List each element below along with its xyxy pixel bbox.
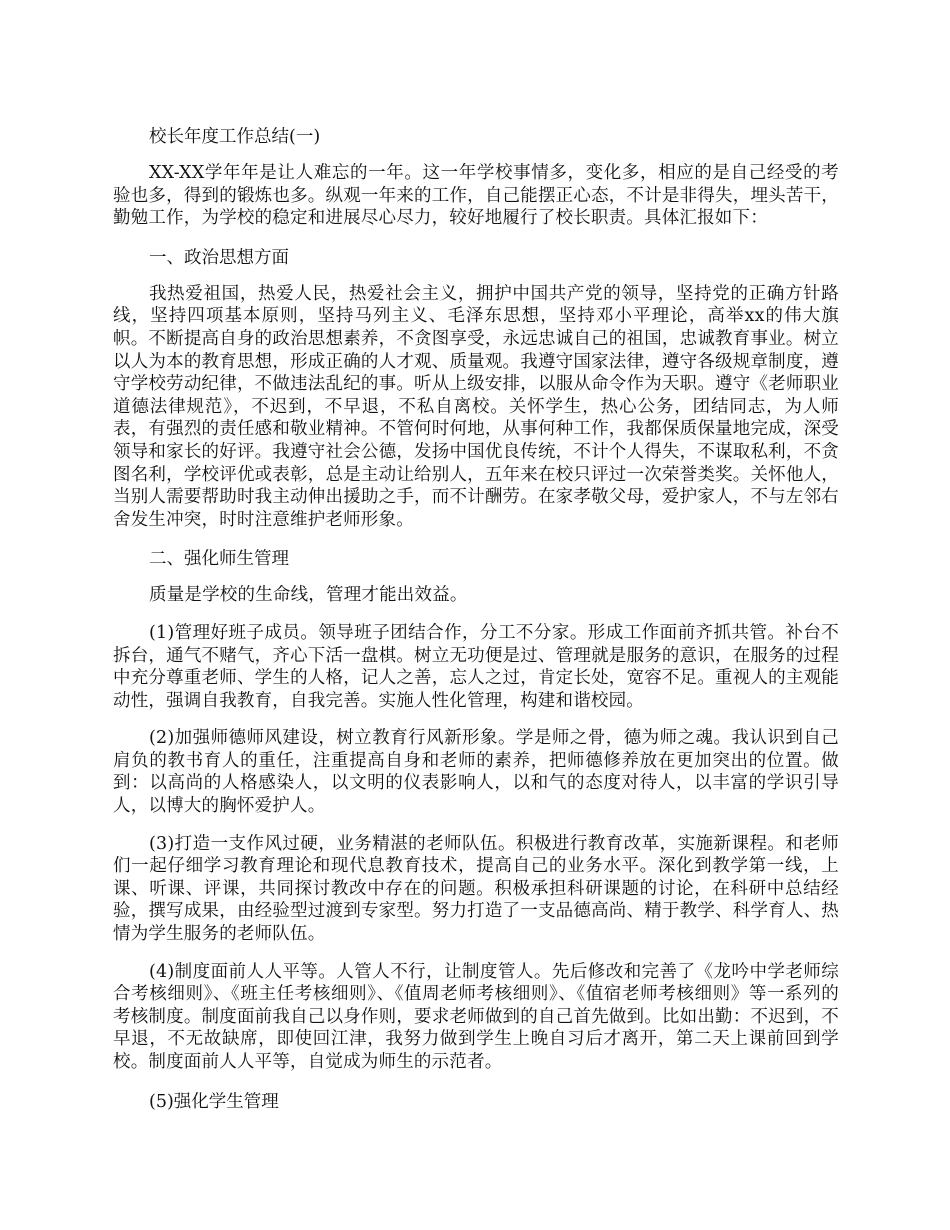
section-heading-politics: 一、政治思想方面 (149, 247, 289, 268)
item-4-paragraph: (4)制度面前人人平等。人管人不行，让制度管人。先后修改和完善了《龙吟中学老师综合考核细则》、《班主任考核细则》、《值周老师考核细则》、《值宿老师考核细则》等一系列的考核制度。制度面前我自己以身作则，要求老师做到的自己首先做到。比如出勤：不迟到，不早退，不无故缺席，即使回江津，我努力做到学生上晚自习后才离开，第二天上课前回到学校。制度面前人人平等，自觉成为师生的示范者。 (113, 961, 839, 1072)
document-page (113, 124, 839, 1127)
politics-paragraph: 我热爱祖国，热爱人民，热爱社会主义，拥护中国共产党的领导，坚持党的正确方针路线，坚持四项基本原则，坚持马列主义、毛泽东思想，坚持邓小平理论，高举xx的伟大旗帜。不断提高自身的政治思想素养，不贪图享受，永远忠诚自己的祖国，忠诚教育事业。树立以人为本的教育思想，形成正确的人才观、质量观。我遵守国家法律，遵守各级规章制度，遵守学校劳动纪律，不做违法乱纪的事。听从上级安排，以服从命令作为天职。遵守《老师职业道德法律规范》，不迟到，不早退，不私自离校。关怀学生，热心公务，团结同志，为人师表，有强烈的责任感和敬业精神。不管何时何地，从事何种工作，我都保质保量地完成，深受领导和家长的好评。我遵守社会公德，发扬中国优良传统，不计个人得失，不谋取私利，不贪图名利，学校评优或表彰，总是主动让给别人，五年来在校只评过一次荣誉类奖。关怀他人，当别人需要帮助时我主动伸出援助之手，而不计酬劳。在家孝敬父母，爱护家人，不与左邻右舍发生冲突，时时注意维护老师形象。 (113, 283, 839, 530)
section-heading-management: 二、强化师生管理 (149, 549, 289, 570)
item-1-paragraph: (1)管理好班子成员。领导班子团结合作，分工不分家。形成工作面前齐抓共管。补台不拆台，通气不赌气，齐心下活一盘棋。树立无功便是过、管理就是服务的意识，在服务的过程中充分尊重老师、学生的人格，记人之善，忘人之过，肯定长处，宽容不足。重视人的主观能动性，强调自我教育，自我完善。实施人性化管理，构建和谐校园。 (113, 622, 839, 711)
document-title: 校长年度工作总结(一) (149, 127, 321, 147)
item-5-heading: (5)强化学生管理 (149, 1091, 279, 1112)
item-3-paragraph: (3)打造一支作风过硬，业务精湛的老师队伍。积极进行教育改革，实施新课程。和老师们一起仔细学习教育理论和现代息教育技术，提高自己的业务水平。深化到教学第一线，上课、听课、评课，共同探讨教改中存在的问题。积极承担科研课题的讨论，在科研中总结经验，撰写成果，由经验型过渡到专家型。努力打造了一支品德高尚、精于教学、科学育人、热情为学生服务的老师队伍。 (113, 833, 839, 945)
item-2-paragraph: (2)加强师德师风建设，树立教育行风新形象。学是师之骨，德为师之魂。我认识到自己肩负的教书育人的重任，注重提高自身和老师的素养，把师德修养放在更加突出的位置。做到：以高尚的人格感染人，以文明的仪表影响人，以和气的态度对待人，以丰富的学识引导人，以博大的胸怀爱护人。 (113, 728, 839, 817)
intro-paragraph: XX-XX学年年是让人难忘的一年。这一年学校事情多，变化多，相应的是自己经受的考验也多，得到的锻炼也多。纵观一年来的工作，自己能摆正心态，不计是非得失，埋头苦干，勤勉工作，为学校的稳定和进展尽心尽力，较好地履行了校长职责。具体汇报如下： (113, 163, 839, 229)
management-intro-paragraph: 质量是学校的生命线，管理才能出效益。 (149, 585, 468, 606)
document-body (113, 162, 839, 1116)
